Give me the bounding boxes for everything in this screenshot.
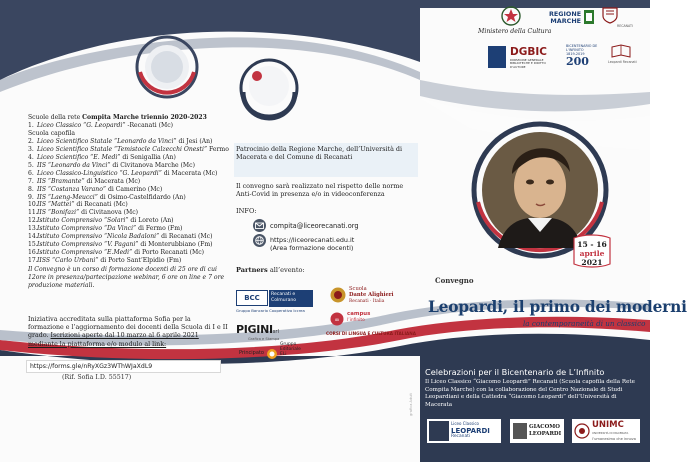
celebration-description: Il Liceo Classico “Giacomo Leopardi” Recanati (Scuola capofila della Rete Compita Marche) con la collaborazione del Centro Nazionale di Studi Leopardiani e della Cattedra “Giacomo Leopardi” dell’Università di Macerata bbox=[425, 379, 635, 408]
bcc-branch: Recanati e Colmurano bbox=[269, 290, 313, 307]
school-row: 15.Istituto Comprensivo “V. Pagani” di Monterubbiano (Fm) bbox=[28, 241, 213, 249]
schools-title: Scuole della rete Compita Marche triennio 2020-2023 bbox=[28, 114, 207, 121]
principato-label: Principato bbox=[239, 350, 264, 356]
decorative-circle-large bbox=[132, 32, 202, 102]
school-row: 13.Istituto Comprensivo “Da Vinci” di Fermo (Fm) bbox=[28, 225, 183, 233]
info-heading: INFO: bbox=[236, 207, 257, 215]
school-row: 3. Liceo Scientifico Statale “Temistocle Calzecchi Onesti” Fermo bbox=[28, 145, 229, 153]
bcc-logo bbox=[236, 290, 312, 313]
leopardi-small-label: Leopardi Recanati bbox=[608, 60, 637, 64]
pigini-logo: PIGINIsrl Grafica e Stampa bbox=[236, 323, 280, 341]
website-block bbox=[270, 236, 354, 252]
school-row: 17.IISS “Carlo Urbani” di Porto Sant’Elpidio (Fm) bbox=[28, 257, 182, 265]
event-subtitle: la contemporaneità di un classico bbox=[523, 319, 646, 328]
school-row: 2. Liceo Scientifico Statale “Leonardo da Vinci” di Jesi (An) bbox=[28, 137, 213, 145]
bicentenario-logo: BICENTENARIO DE L'INFINITO 1819-2019 200 bbox=[566, 44, 598, 68]
school-row: 4. Liceo Scientifico “E. Medi” di Senigallia (An) bbox=[28, 153, 176, 161]
giacomo-leopardi-logo: GIACOMO LEOPARDI bbox=[510, 419, 564, 443]
ministry-label: Ministero della Cultura bbox=[478, 28, 552, 35]
grafica-credit: grafica Adult bbox=[409, 393, 413, 416]
school-row: 6. Liceo Classico-Linguistico “G. Leopardi” di Macerata (Mc) bbox=[28, 169, 218, 177]
email-address[interactable]: compita@liceorecanati.org bbox=[270, 222, 359, 230]
school-row: 16.Istituto Comprensivo “E.Medi” di Porto Recanati (Mc) bbox=[28, 249, 205, 257]
dgbic-logo-text: DGBIC bbox=[510, 46, 547, 58]
eli-circle-icon bbox=[266, 348, 278, 360]
recanati-logo-label: RECANATI bbox=[617, 24, 633, 28]
bcc-subtitle: Gruppo Bancario Cooperativo Iccrea bbox=[236, 308, 305, 313]
covid-note: Il convegno sarà realizzato nel rispetto delle norme Anti-Covid in presenza e/o in videoconferenza bbox=[236, 182, 404, 199]
course-note: Il Convegno è un corso di formazione docenti di 25 ore di cui 12ore in presenza/partecipazione webinar, 6 ore on line e 7 ore produzione materiali. bbox=[28, 266, 225, 290]
school-row: 11.IIS “Bonifazi” di Civitanova (Mc) bbox=[28, 209, 139, 217]
flyer-page: Scuole della rete Compita Marche triennio 2020-2023 1. Liceo Classico “G. Leopardi” -Recanati (Mc) Scuola capofila 2. Liceo Scientifico Statale “Leonardo da Vinci” di Jesi (An) 3. Liceo Scientifico Statale “Temistocle Calzecchi Onesti” Fermo 4. Liceo Scientifico “E. Medi” di Senigallia (An) 5. IIS “Leonardo da Vinci” di Civitanova Marche (Mc) 6. Liceo Classico-Linguistico “G. Leopardi” di Macerata (Mc) 7. IIS “Bramante” di Macerata (Mc) 8. IIS “Costanza Varano” di Camerino (Mc) 9. IIS “Laeng-Meucci” di Osimo-Castelfidardo (An) 10.IIS “Mattei” di Recanati (Mc) 11.IIS “Bonifazi” di Civitanova (Mc) 12.Istituto Comprensivo “Solari” di Loreto (An) 13.Istituto Comprensivo “Da Vinci” di Fermo (Fm) 14.Istituto Comprensivo “Nicola Badaloni” di Recanati (Mc) 15.Istituto Comprensivo “V. Pagani” di Monterubbiano (Fm) 16.Istituto Comprensivo “E.Medi” di Porto Recanati (Mc) 17.IISS “Carlo Urbani” di Porto Sant’Elpidio (Fm) Il Convegno è un corso di formazione docenti di 25 ore di cui 12ore in presenza/partecipazione webinar, 6 ore on line e 7 ore produzione materiali. Iniziativa accreditata sulla piattaforma Sofia per la formazione e l’aggiornamento dei docenti della Scuola di I e II grado. Iscrizioni aperte dal 10 marzo al 6 aprile 2021 mediante la piattaforma e/o modulo al link: https://forms.gle/nRyXGz3WThWJaXdL9 (Rif. Sofia I.D. 55517) Patrocinio della Regione Marche, dell’Università di Macerata e del Comune di Recanati Il convegno sarà realizzato nel rispetto delle norme Anti-Covid in presenza e/o in videoconferenza INFO: compita@liceorecanati.org https://liceorecanati.edu.it (Area formazione docenti) Partners all’evento: BCC Recanati e Colmurano Gruppo Bancario Cooperativo Iccrea PIGINIsrl Grafica e Stampa Principato Gruppo Editoriale ELi Scuola Dante Alighieri Recanati · Italia ∞ campus l’infinito CORSI DI LINGUA E CULTURA ITALIANA Ministero della Cultura REGIONE MARCHE RECANATI DGBIC DIREZIONE GENERALE BIBLIOTECHE E DIRITTO D'AUTORE BICENTENARIO DE L'INFINITO 1819-2019 200 Leopardi Recanati 15 - 16 aprile 2021 Convegno Leopardi, il primo dei moderni la contemporaneità di un classico Celebrazioni per il Bicentenario de L’Infinito Il Liceo Classico “Giacomo Leopardi” Recanati (Scuola capofila della Rete Compita Marche) con la collaborazione del Centro Nazionale di Studi Leopardiani e della Cattedra “Giacomo Leopardi” dell’Università di Macerata grafica Adult Liceo Classico LEOPARDI Recanati GIACOMO LEOPARDI UNIMC UNIVERSITÀ DI MACERATA l’umanesimo che innova bbox=[0, 0, 650, 462]
registration-link[interactable]: https://forms.gle/nRyXGz3WThWJaXdL9 bbox=[26, 360, 221, 373]
dgbic-mark bbox=[488, 46, 506, 68]
unimc-logo: UNIMC UNIVERSITÀ DI MACERATA l’umanesimo che innova bbox=[572, 419, 640, 443]
school-row: 12.Istituto Comprensivo “Solari” di Loreto (An) bbox=[28, 217, 174, 225]
globe-icon bbox=[253, 234, 266, 247]
school-row: 10.IIS “Mattei” di Recanati (Mc) bbox=[28, 201, 128, 209]
celebration-heading: Celebrazioni per il Bicentenario de L’Infinito bbox=[425, 367, 605, 377]
book-icon bbox=[611, 44, 631, 58]
school-row: 7. IIS “Bramante” di Macerata (Mc) bbox=[28, 177, 141, 185]
school-row: 9. IIS “Laeng-Meucci” di Osimo-Castelfidardo (An) bbox=[28, 193, 186, 201]
school-row: 14.Istituto Comprensivo “Nicola Badaloni” di Recanati (Mc) bbox=[28, 233, 213, 241]
schools-list bbox=[28, 114, 233, 290]
dgbic-subtitle: DIREZIONE GENERALE BIBLIOTECHE E DIRITTO D'AUTORE bbox=[510, 58, 546, 69]
republic-emblem-icon bbox=[501, 6, 521, 26]
unimc-seal-icon bbox=[574, 423, 590, 439]
email-icon bbox=[253, 219, 266, 232]
school-row: Scuola capofila bbox=[28, 129, 75, 137]
website-note: (Area formazione docenti) bbox=[270, 244, 354, 253]
event-date: 15 - 16 aprile 2021 bbox=[577, 240, 607, 267]
event-title: Leopardi, il primo dei moderni bbox=[428, 298, 687, 316]
svg-text:∞: ∞ bbox=[334, 316, 340, 324]
recanati-crest-icon bbox=[601, 6, 619, 24]
partners-heading: Partners all’evento: bbox=[236, 266, 305, 274]
campus-circle-icon bbox=[330, 312, 344, 326]
decorative-circle-medium bbox=[237, 56, 301, 120]
school-row: 1. Liceo Classico “G. Leopardi” -Recanati (Mc) bbox=[28, 121, 174, 129]
liceo-portrait-icon bbox=[429, 421, 449, 441]
giacomo-portrait-icon bbox=[513, 423, 527, 439]
bcc-mark: BCC bbox=[236, 290, 268, 306]
accreditation-text: Iniziativa accreditata sulla piattaforma Sofia per la formazione e l’aggiornamento dei docenti della Scuola di I e II grado. Iscrizioni aperte dal 10 marzo al 6 aprile 2021 mediante la piattaforma e/o modulo al link: bbox=[28, 316, 228, 348]
convegno-label: Convegno bbox=[435, 276, 474, 285]
school-row: 8. IIS “Costanza Varano” di Camerino (Mc) bbox=[28, 185, 163, 193]
liceo-leopardi-logo: Liceo Classico LEOPARDI Recanati bbox=[427, 419, 501, 443]
school-rows bbox=[28, 122, 233, 265]
regione-flag-icon bbox=[584, 10, 594, 24]
sofia-reference: (Rif. Sofia I.D. 55517) bbox=[62, 374, 132, 381]
school-row: 5. IIS “Leonardo da Vinci” di Civitanova Marche (Mc) bbox=[28, 161, 195, 169]
regione-marche-logo: REGIONE MARCHE bbox=[549, 10, 582, 26]
patronage-box: Patrocinio della Regione Marche, dell’Università di Macerata e del Comune di Recanati bbox=[234, 143, 418, 177]
dante-crest-icon bbox=[330, 286, 346, 304]
corsi-lingua-label: CORSI DI LINGUA E CULTURA ITALIANA bbox=[326, 331, 417, 336]
website-link[interactable]: https://liceorecanati.edu.it bbox=[270, 236, 355, 244]
